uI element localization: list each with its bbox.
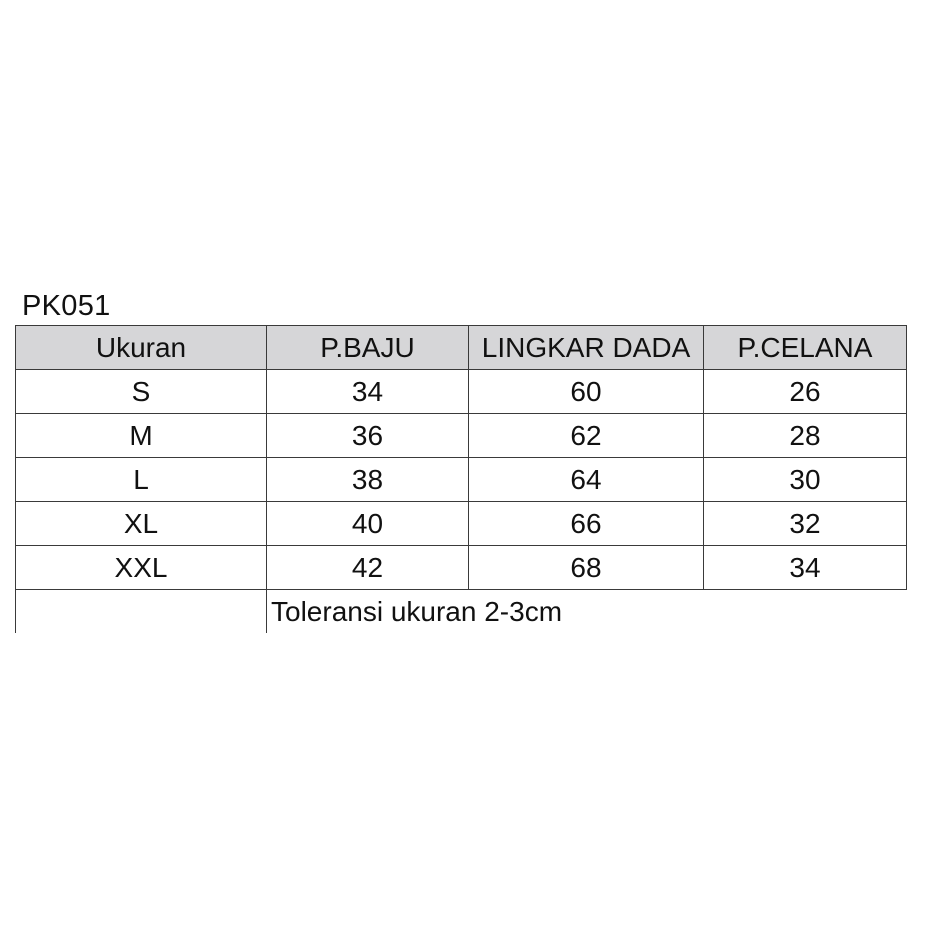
cell-pants-length: 34 <box>704 546 907 590</box>
size-chart-table <box>15 325 907 633</box>
header-chest-circumference: LINGKAR DADA <box>469 326 704 370</box>
cell-size: XL <box>16 502 267 546</box>
cell-shirt-length: 38 <box>267 458 469 502</box>
cell-size: L <box>16 458 267 502</box>
cell-chest-circumference: 66 <box>469 502 704 546</box>
size-tolerance-note: Toleransi ukuran 2-3cm <box>267 590 907 634</box>
product-code-title: PK051 <box>22 290 111 322</box>
header-size: Ukuran <box>16 326 267 370</box>
cell-size: XXL <box>16 546 267 590</box>
note-empty-cell <box>16 590 267 634</box>
cell-chest-circumference: 68 <box>469 546 704 590</box>
table-row <box>16 370 907 414</box>
cell-pants-length: 32 <box>704 502 907 546</box>
note-row <box>16 590 907 634</box>
table-row <box>16 414 907 458</box>
cell-pants-length: 30 <box>704 458 907 502</box>
table-row <box>16 502 907 546</box>
cell-size: M <box>16 414 267 458</box>
cell-shirt-length: 36 <box>267 414 469 458</box>
cell-size: S <box>16 370 267 414</box>
cell-chest-circumference: 64 <box>469 458 704 502</box>
table-row <box>16 546 907 590</box>
cell-chest-circumference: 60 <box>469 370 704 414</box>
cell-chest-circumference: 62 <box>469 414 704 458</box>
cell-shirt-length: 40 <box>267 502 469 546</box>
header-row <box>16 326 907 370</box>
header-shirt-length: P.BAJU <box>267 326 469 370</box>
header-pants-length: P.CELANA <box>704 326 907 370</box>
cell-shirt-length: 34 <box>267 370 469 414</box>
cell-shirt-length: 42 <box>267 546 469 590</box>
table-row <box>16 458 907 502</box>
cell-pants-length: 26 <box>704 370 907 414</box>
cell-pants-length: 28 <box>704 414 907 458</box>
